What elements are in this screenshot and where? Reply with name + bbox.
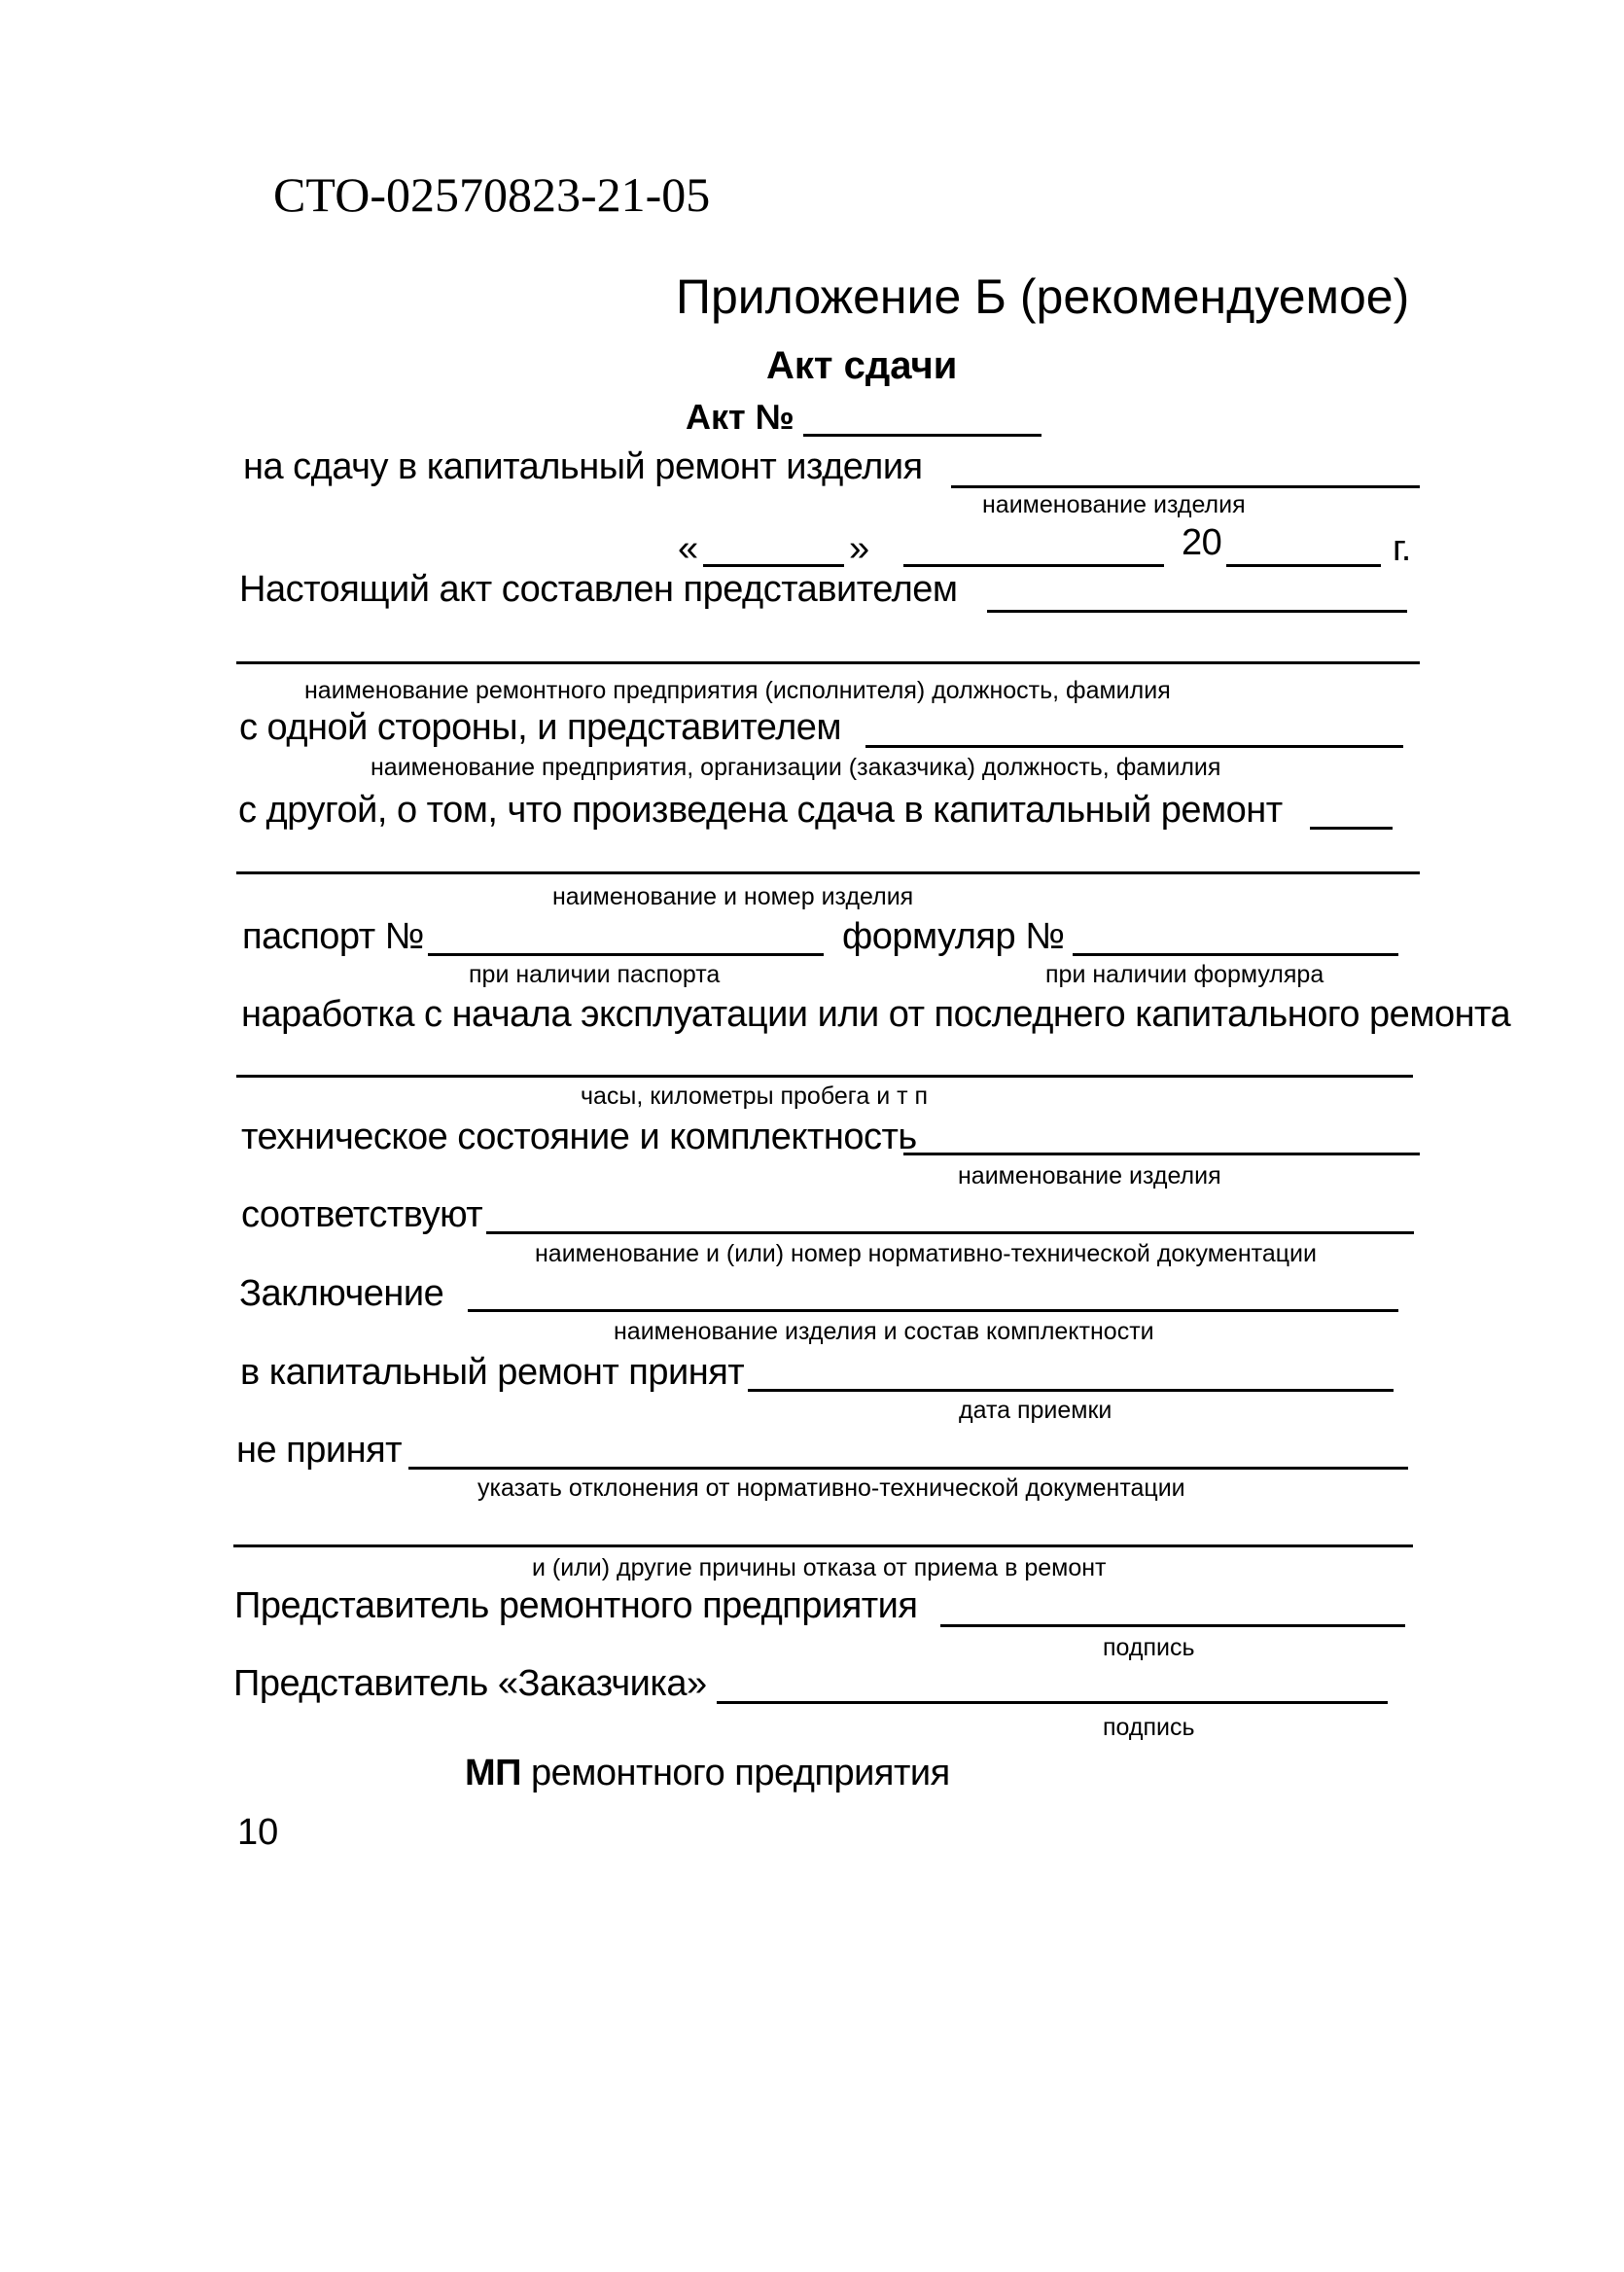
- hint-passport: при наличии паспорта: [469, 961, 721, 988]
- comply-label: соответствуют: [241, 1194, 483, 1235]
- hint-logbook: при наличии формуляра: [1045, 961, 1324, 988]
- condition-field[interactable]: [903, 1153, 1420, 1155]
- conclusion-label: Заключение: [239, 1273, 444, 1314]
- date-year-suffix: г.: [1393, 528, 1411, 569]
- customer-representative-field[interactable]: [865, 745, 1403, 748]
- condition-label: техническое состояние и комплектность: [241, 1117, 917, 1157]
- passport-number-field[interactable]: [428, 953, 824, 956]
- date-year-prefix: 20: [1182, 522, 1222, 563]
- acceptance-date-field[interactable]: [748, 1389, 1394, 1392]
- hint-deviations: указать отклонения от нормативно-технической документации: [477, 1474, 1185, 1502]
- logbook-number-field[interactable]: [1073, 953, 1398, 956]
- composed-by-label: Настоящий акт составлен представителем: [239, 569, 958, 610]
- hint-item-name-number: наименование и номер изделия: [552, 883, 914, 910]
- other-side-label: с другой, о том, что произведена сдача в капитальный ремонт: [238, 790, 1283, 831]
- conclusion-field[interactable]: [468, 1309, 1398, 1312]
- appendix-heading: Приложение Б (рекомендуемое): [676, 269, 1410, 324]
- repair-representative-field[interactable]: [987, 610, 1407, 613]
- not-accepted-label: не принят: [236, 1430, 403, 1471]
- deviations-field-2[interactable]: [233, 1544, 1413, 1547]
- date-year-field[interactable]: [1226, 564, 1381, 567]
- hint-item-name-2: наименование изделия: [958, 1162, 1221, 1189]
- accepted-label: в капитальный ремонт принят: [240, 1352, 745, 1393]
- customer-rep-label: Представитель «Заказчика»: [233, 1663, 707, 1704]
- one-side-label: с одной стороны, и представителем: [239, 707, 841, 748]
- hint-customer: наименование предприятия, организации (заказчика) должность, фамилия: [371, 754, 1221, 781]
- hint-hours: часы, километры пробега и т п: [581, 1083, 929, 1110]
- customer-rep-signature-field[interactable]: [717, 1701, 1388, 1704]
- seal-label: [465, 1753, 950, 1794]
- document-code: СТО-02570823-21-05: [273, 167, 711, 222]
- hint-item-completeness: наименование изделия и состав комплектности: [614, 1318, 1154, 1345]
- logbook-label: формуляр №: [842, 916, 1065, 957]
- deviations-field[interactable]: [408, 1467, 1408, 1470]
- passport-label: паспорт №: [242, 916, 424, 957]
- operating-time-label: наработка с начала эксплуатации или от последнего капитального ремонта: [241, 994, 1511, 1035]
- hint-normative-doc: наименование и (или) номер нормативно-технической документации: [535, 1240, 1317, 1267]
- hint-signature-2: подпись: [1103, 1714, 1195, 1741]
- date-month-field[interactable]: [903, 564, 1164, 567]
- hint-other-reasons: и (или) другие причины отказа от приема в ремонт: [532, 1554, 1107, 1581]
- form-title: Акт сдачи: [766, 344, 958, 387]
- act-number-field[interactable]: [803, 434, 1041, 437]
- repair-rep-label: Представитель ремонтного предприятия: [234, 1585, 918, 1626]
- repair-representative-field-2[interactable]: [236, 661, 1420, 664]
- date-day-field[interactable]: [703, 564, 844, 567]
- operating-time-field[interactable]: [236, 1075, 1413, 1078]
- handover-item-field[interactable]: [1310, 827, 1393, 830]
- act-number-label: Акт №: [686, 397, 794, 437]
- hint-acceptance-date: дата приемки: [959, 1397, 1112, 1424]
- handover-item-field-2[interactable]: [236, 871, 1420, 874]
- hint-item-name: наименование изделия: [982, 491, 1246, 518]
- normative-doc-field[interactable]: [486, 1231, 1414, 1234]
- handover-item-label: на сдачу в капитальный ремонт изделия: [243, 446, 923, 487]
- hint-repair-enterprise: наименование ремонтного предприятия (исполнителя) должность, фамилия: [304, 677, 1171, 704]
- seal-rest: ремонтного предприятия: [520, 1753, 950, 1793]
- repair-rep-signature-field[interactable]: [940, 1624, 1405, 1627]
- seal-prefix: МП: [465, 1753, 521, 1793]
- hint-signature-1: подпись: [1103, 1634, 1195, 1661]
- page-number: 10: [237, 1812, 279, 1853]
- date-open-quote: «: [678, 528, 698, 569]
- date-close-quote: »: [849, 528, 869, 569]
- item-name-field[interactable]: [951, 485, 1420, 488]
